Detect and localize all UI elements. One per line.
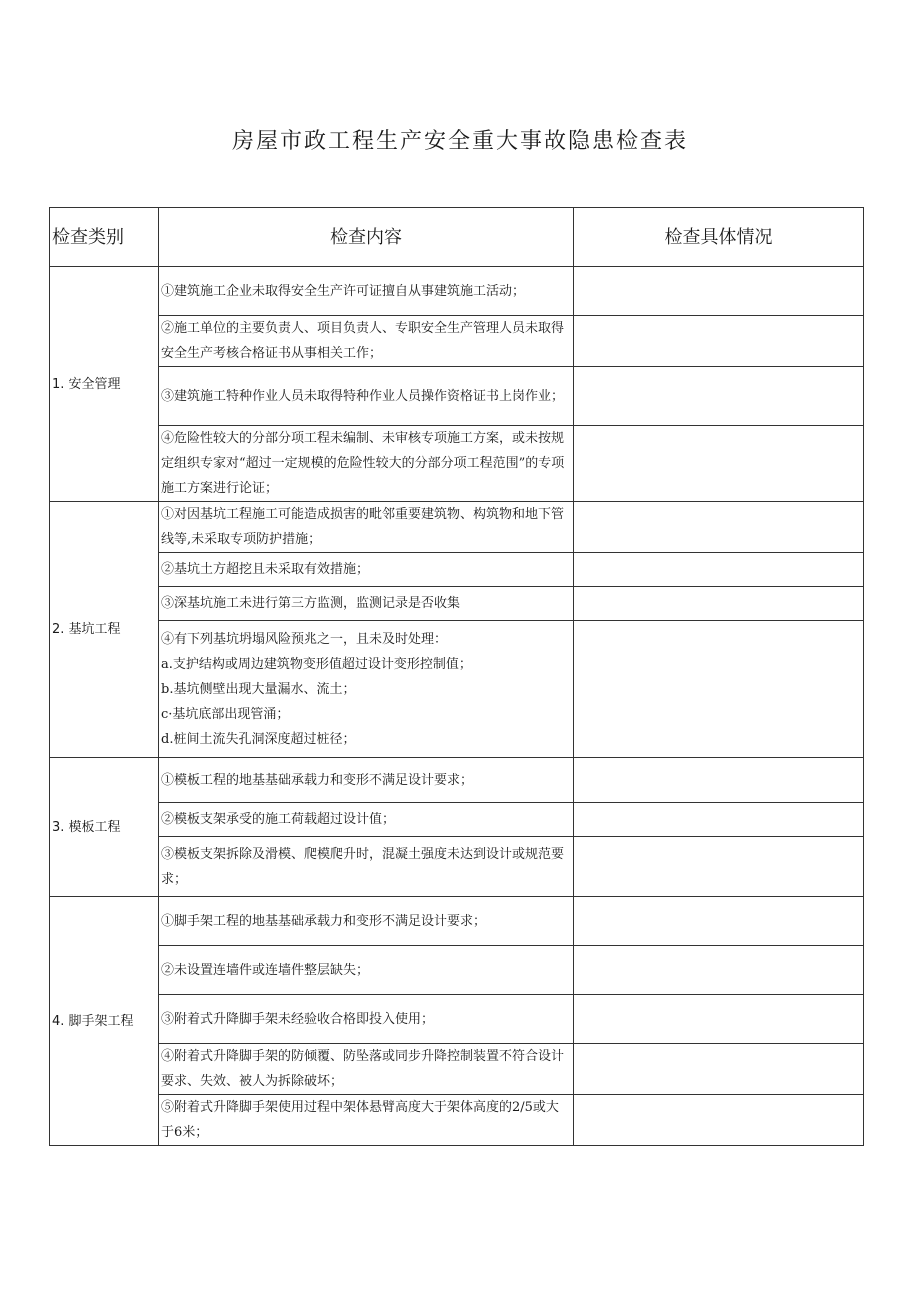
detail-cell[interactable]: [574, 1095, 864, 1146]
table-row: [50, 758, 864, 803]
detail-cell[interactable]: [574, 621, 864, 758]
table-row: [50, 316, 864, 367]
table-row: [50, 837, 864, 897]
detail-cell[interactable]: [574, 803, 864, 837]
check-item: ④危险性较大的分部分项工程未编制、未审核专项施工方案，或未按规定组织专家对“超过一定规模的危险性较大的分部分项工程范围”的专项施工方案进行论证；: [159, 426, 574, 502]
detail-cell[interactable]: [574, 367, 864, 426]
inspection-table: [49, 207, 864, 1146]
detail-cell[interactable]: [574, 758, 864, 803]
check-item: ①建筑施工企业未取得安全生产许可证擅自从事建筑施工活动；: [159, 267, 574, 316]
detail-cell[interactable]: [574, 267, 864, 316]
category-foundation-pit: 2. 基坑工程: [50, 502, 159, 758]
check-item: ③建筑施工特种作业人员未取得特种作业人员操作资格证书上岗作业；: [159, 367, 574, 426]
detail-cell[interactable]: [574, 426, 864, 502]
detail-cell[interactable]: [574, 316, 864, 367]
table-row: [50, 1095, 864, 1146]
detail-cell[interactable]: [574, 553, 864, 587]
table-row: [50, 502, 864, 553]
category-scaffolding: 4. 脚手架工程: [50, 897, 159, 1146]
table-row: [50, 621, 864, 758]
table-row: [50, 267, 864, 316]
check-item: ②模板支架承受的施工荷载超过设计值；: [159, 803, 574, 837]
table-row: [50, 946, 864, 995]
check-item: ①脚手架工程的地基基础承载力和变形不满足设计要求；: [159, 897, 574, 946]
check-item: ②未设置连墙件或连墙件整层缺失；: [159, 946, 574, 995]
table-row: [50, 897, 864, 946]
check-item: ①对因基坑工程施工可能造成损害的毗邻重要建筑物、构筑物和地下管线等,未采取专项防护措施；: [159, 502, 574, 553]
table-row: [50, 995, 864, 1044]
check-item: ②基坑土方超挖且未采取有效措施；: [159, 553, 574, 587]
check-item: ⑤附着式升降脚手架使用过程中架体悬臂高度大于架体高度的2/5或大于6米；: [159, 1095, 574, 1146]
table-header-row: [50, 208, 864, 267]
check-item: ③深基坑施工未进行第三方监测，监测记录是否收集: [159, 587, 574, 621]
table-row: [50, 553, 864, 587]
detail-cell[interactable]: [574, 1044, 864, 1095]
table-row: [50, 367, 864, 426]
header-detail: 检查具体情况: [574, 208, 864, 267]
category-safety-management: 1. 安全管理: [50, 267, 159, 502]
table-row: [50, 426, 864, 502]
check-item: ③附着式升降脚手架未经验收合格即投入使用；: [159, 995, 574, 1044]
detail-cell[interactable]: [574, 946, 864, 995]
table-row: [50, 803, 864, 837]
detail-cell[interactable]: [574, 897, 864, 946]
header-category: 检查类别: [50, 208, 159, 267]
detail-cell[interactable]: [574, 502, 864, 553]
table-row: [50, 587, 864, 621]
detail-cell[interactable]: [574, 837, 864, 897]
check-item: ②施工单位的主要负责人、项目负责人、专职安全生产管理人员未取得安全生产考核合格证书从事相关工作；: [159, 316, 574, 367]
page-title: 房屋市政工程生产安全重大事故隐患检查表: [231, 129, 688, 154]
check-item: ③模板支架拆除及滑模、爬模爬升时，混凝土强度未达到设计或规范要求；: [159, 837, 574, 897]
table-row: [50, 1044, 864, 1095]
category-formwork: 3. 模板工程: [50, 758, 159, 897]
check-item: ④有下列基坑坍塌风险预兆之一，且未及时处理： a.支护结构或周边建筑物变形值超过设计变形控制值； b.基坑侧壁出现大量漏水、流土； c·基坑底部出现管涌； d.桩间土流失孔洞深度超过桩径；: [159, 621, 574, 758]
detail-cell[interactable]: [574, 587, 864, 621]
detail-cell[interactable]: [574, 995, 864, 1044]
check-item: ④附着式升降脚手架的防倾覆、防坠落或同步升降控制装置不符合设计要求、失效、被人为拆除破坏；: [159, 1044, 574, 1095]
check-item: ①模板工程的地基基础承载力和变形不满足设计要求；: [159, 758, 574, 803]
header-content: 检查内容: [159, 208, 574, 267]
